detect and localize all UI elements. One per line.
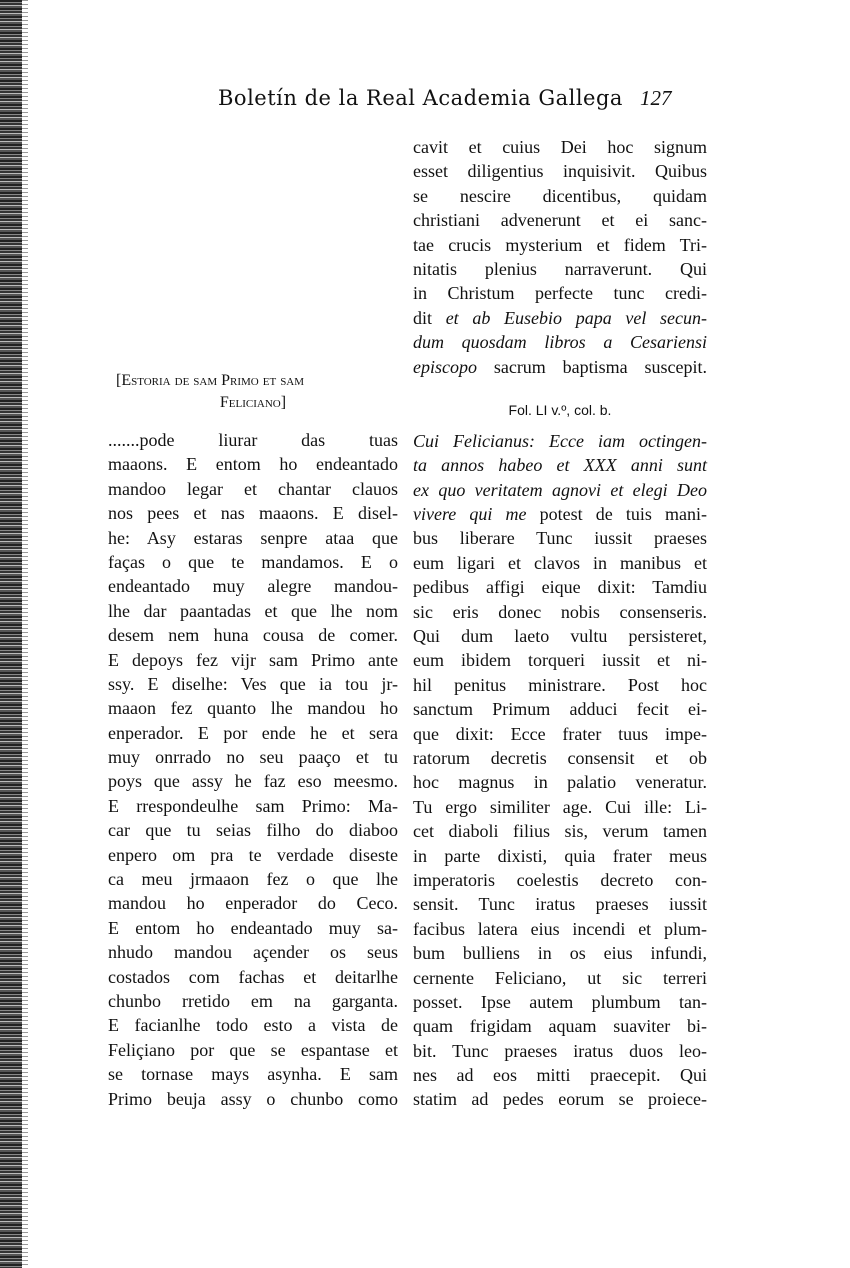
text-segment: Primo beuja assy o chunbo como — [108, 1088, 398, 1109]
text-segment: sic eris donec nobis consenseris. — [413, 601, 707, 622]
text-line — [413, 892, 707, 916]
text-segment: potest de tuis mani- — [526, 504, 707, 525]
folio-reference: Fol. LI v.º, col. b. — [508, 401, 612, 418]
text-line — [108, 818, 398, 842]
right-column-text-top — [413, 135, 707, 379]
text-segment: faças o que te mandamos. E o — [108, 551, 398, 572]
text-segment: facibus latera eius incendi et plum- — [413, 918, 707, 939]
text-segment: .......pode liurar das tuas — [108, 430, 398, 450]
text-line — [413, 966, 707, 990]
text-segment: enperador. E por ende he et sera — [108, 722, 398, 743]
text-segment: imperatoris coelestis decreto con- — [413, 869, 707, 890]
text-segment: hoc magnus in palatio veneratur. — [413, 772, 707, 793]
text-line — [108, 477, 398, 501]
text-segment: he: Asy estaras senpre ataa que — [108, 527, 398, 548]
text-segment: car que tu seias filho do diaboo — [108, 820, 398, 841]
text-line — [413, 673, 707, 697]
text-segment: pedibus affigi eique dixit: Tamdiu — [413, 577, 707, 598]
text-line — [108, 550, 398, 574]
text-segment: hil penitus ministrare. Post hoc — [413, 674, 707, 695]
text-line — [108, 916, 398, 940]
section-heading-line-1: [Estoria de sam Primo et sam — [116, 372, 305, 389]
italic-text: episcopo — [413, 356, 477, 377]
text-line — [413, 648, 707, 672]
text-line — [108, 501, 398, 525]
text-line — [413, 575, 707, 599]
text-segment: se nescire dicentibus, quidam — [413, 185, 707, 206]
text-line — [108, 989, 398, 1013]
text-segment: E depoys fez vijr sam Primo ante — [108, 649, 398, 670]
text-segment: nitatis plenius narraverunt. Qui — [413, 258, 707, 279]
text-line — [108, 1062, 398, 1086]
text-line — [413, 330, 707, 354]
text-segment: se tornase mays asynha. E sam — [108, 1064, 398, 1085]
text-line — [108, 428, 398, 452]
italic-text: vivere qui me — [413, 504, 527, 525]
text-line — [413, 844, 707, 868]
text-segment: nes ad eos mitti praecepit. Qui — [413, 1065, 707, 1086]
text-segment: nhudo mandou açender os seus — [108, 942, 398, 963]
text-segment: nos pees et nas maaons. E disel- — [108, 503, 398, 524]
text-line — [413, 868, 707, 892]
text-line — [108, 599, 398, 623]
text-line — [108, 452, 398, 476]
text-line — [413, 746, 707, 770]
text-segment: muy onrrado no seu paaço et tu — [108, 747, 398, 768]
text-line — [413, 1087, 707, 1111]
text-line — [413, 600, 707, 624]
text-segment: sacrum baptisma suscepit. — [476, 356, 707, 377]
text-segment: mandou ho enperador do Ceco. — [108, 893, 398, 914]
italic-text: dum quosdam libros a Cesariensi — [413, 332, 707, 353]
text-line — [108, 574, 398, 598]
text-segment: chunbo rretido em na garganta. — [108, 990, 398, 1011]
text-segment: Tu ergo similiter age. Cui ille: Li- — [413, 796, 707, 817]
text-segment: eum ibidem torqueri iussit et ni- — [413, 650, 707, 671]
text-segment: que dixit: Ecce frater tuus impe- — [413, 723, 707, 744]
right-column — [413, 135, 707, 1112]
text-line — [413, 795, 707, 819]
left-column-text — [108, 428, 398, 1111]
text-line — [108, 1013, 398, 1037]
text-line — [413, 184, 707, 208]
text-segment: sanctum Primum adduci fecit ei- — [413, 699, 707, 720]
text-line — [413, 1039, 707, 1063]
text-line — [108, 745, 398, 769]
text-line — [108, 843, 398, 867]
text-line — [108, 526, 398, 550]
text-segment: Feliçiano por que se espantase et — [108, 1039, 398, 1060]
text-segment: cernente Feliciano, ut sic terreri — [413, 967, 707, 988]
text-segment: dit — [413, 307, 446, 328]
text-line — [413, 257, 707, 281]
text-line — [413, 233, 707, 257]
text-line — [108, 1038, 398, 1062]
text-segment: statim ad pedes eorum se proiece- — [413, 1089, 707, 1110]
text-segment: quam frigidam aquam suaviter bi- — [413, 1016, 707, 1037]
text-segment: Qui dum laeto vultu persisteret, — [413, 626, 707, 647]
text-segment: bum bulliens in os eius infundi, — [413, 943, 707, 964]
text-line — [413, 478, 707, 502]
text-line — [413, 306, 707, 330]
text-segment: lhe dar paantadas et que lhe nom — [108, 600, 398, 621]
text-line — [108, 794, 398, 818]
text-segment: costados com fachas et deitarlhe — [108, 966, 398, 987]
text-segment: christiani advenerunt et ei sanc- — [413, 210, 707, 231]
text-line — [108, 965, 398, 989]
text-segment: in parte dixisti, quia frater meus — [413, 845, 707, 866]
text-segment: eum ligari et clavos in manibus et — [413, 552, 707, 573]
text-line — [108, 940, 398, 964]
text-line — [413, 819, 707, 843]
text-line — [413, 1063, 707, 1087]
text-segment: bit. Tunc praeses iratus duos leo- — [413, 1040, 707, 1061]
text-line — [413, 1014, 707, 1038]
text-line — [413, 697, 707, 721]
text-line — [413, 624, 707, 648]
text-line — [108, 696, 398, 720]
italic-text: Cui Felicianus: Ecce iam octingen- — [413, 430, 707, 451]
text-line — [108, 721, 398, 745]
text-line — [413, 941, 707, 965]
text-segment: cavit et cuius Dei hoc signum — [413, 137, 707, 157]
text-line — [413, 770, 707, 794]
text-segment: esset diligentius inquisivit. Quibus — [413, 161, 707, 182]
text-line — [413, 502, 707, 526]
text-line — [413, 208, 707, 232]
section-heading-line-2: Feliciano] — [219, 394, 287, 411]
text-segment: ssy. E diselhe: Ves que ia tou jr- — [108, 673, 398, 694]
running-title: Boletín de la Real Academia Gallega — [218, 86, 623, 110]
text-segment: ca meu jrmaaon fez o que lhe — [108, 869, 398, 890]
italic-text: ta annos habeo et XXX anni sunt — [413, 455, 707, 476]
right-column-text-bottom — [413, 429, 707, 1112]
text-line — [413, 453, 707, 477]
text-line — [108, 648, 398, 672]
text-line — [413, 722, 707, 746]
text-segment: poys que assy he faz eso meesmo. — [108, 771, 398, 792]
text-line — [108, 769, 398, 793]
page-number: 127 — [640, 86, 672, 110]
text-segment: posset. Ipse autem plumbum tan- — [413, 991, 707, 1012]
left-column — [108, 370, 398, 1111]
italic-text: et ab Eusebio papa vel secun- — [445, 307, 707, 328]
text-line — [108, 623, 398, 647]
text-line — [413, 281, 707, 305]
text-line — [108, 891, 398, 915]
text-line — [413, 990, 707, 1014]
scan-edge-shadow — [22, 0, 28, 1268]
text-segment: maaon fez quanto lhe mandou ho — [108, 698, 398, 719]
text-line — [108, 672, 398, 696]
text-line — [413, 917, 707, 941]
text-segment: ratorum decretis consensit et ob — [413, 747, 707, 768]
text-segment: E facianlhe todo esto a vista de — [108, 1015, 398, 1036]
text-line — [108, 1087, 398, 1111]
text-line — [413, 135, 707, 159]
text-segment: mandoo legar et chantar clauos — [108, 478, 398, 499]
text-line — [108, 867, 398, 891]
text-line — [413, 355, 707, 379]
text-segment: E entom ho endeantado muy sa- — [108, 917, 398, 938]
text-segment: enpero om pra te verdade diseste — [108, 844, 398, 865]
scan-edge — [0, 0, 22, 1268]
text-segment: endeantado muy alegre mandou- — [108, 576, 398, 597]
italic-text: ex quo veritatem agnovi et elegi Deo — [413, 479, 707, 500]
text-segment: in Christum perfecte tunc credi- — [413, 283, 707, 304]
text-segment: E rrespondeulhe sam Primo: Ma- — [108, 795, 398, 816]
text-line — [413, 551, 707, 575]
text-line — [413, 526, 707, 550]
text-segment: maaons. E entom ho endeantado — [108, 454, 398, 475]
text-line — [413, 429, 707, 453]
text-segment: cet diaboli filius sis, verum tamen — [413, 821, 707, 842]
text-segment: bus liberare Tunc iussit praeses — [413, 528, 707, 549]
text-segment: desem nem huna cousa de comer. — [108, 625, 398, 646]
page-header — [200, 86, 710, 116]
text-segment: sensit. Tunc iratus praeses iussit — [413, 894, 707, 915]
text-line — [413, 159, 707, 183]
text-segment: tae crucis mysterium et fidem Tri- — [413, 234, 707, 255]
